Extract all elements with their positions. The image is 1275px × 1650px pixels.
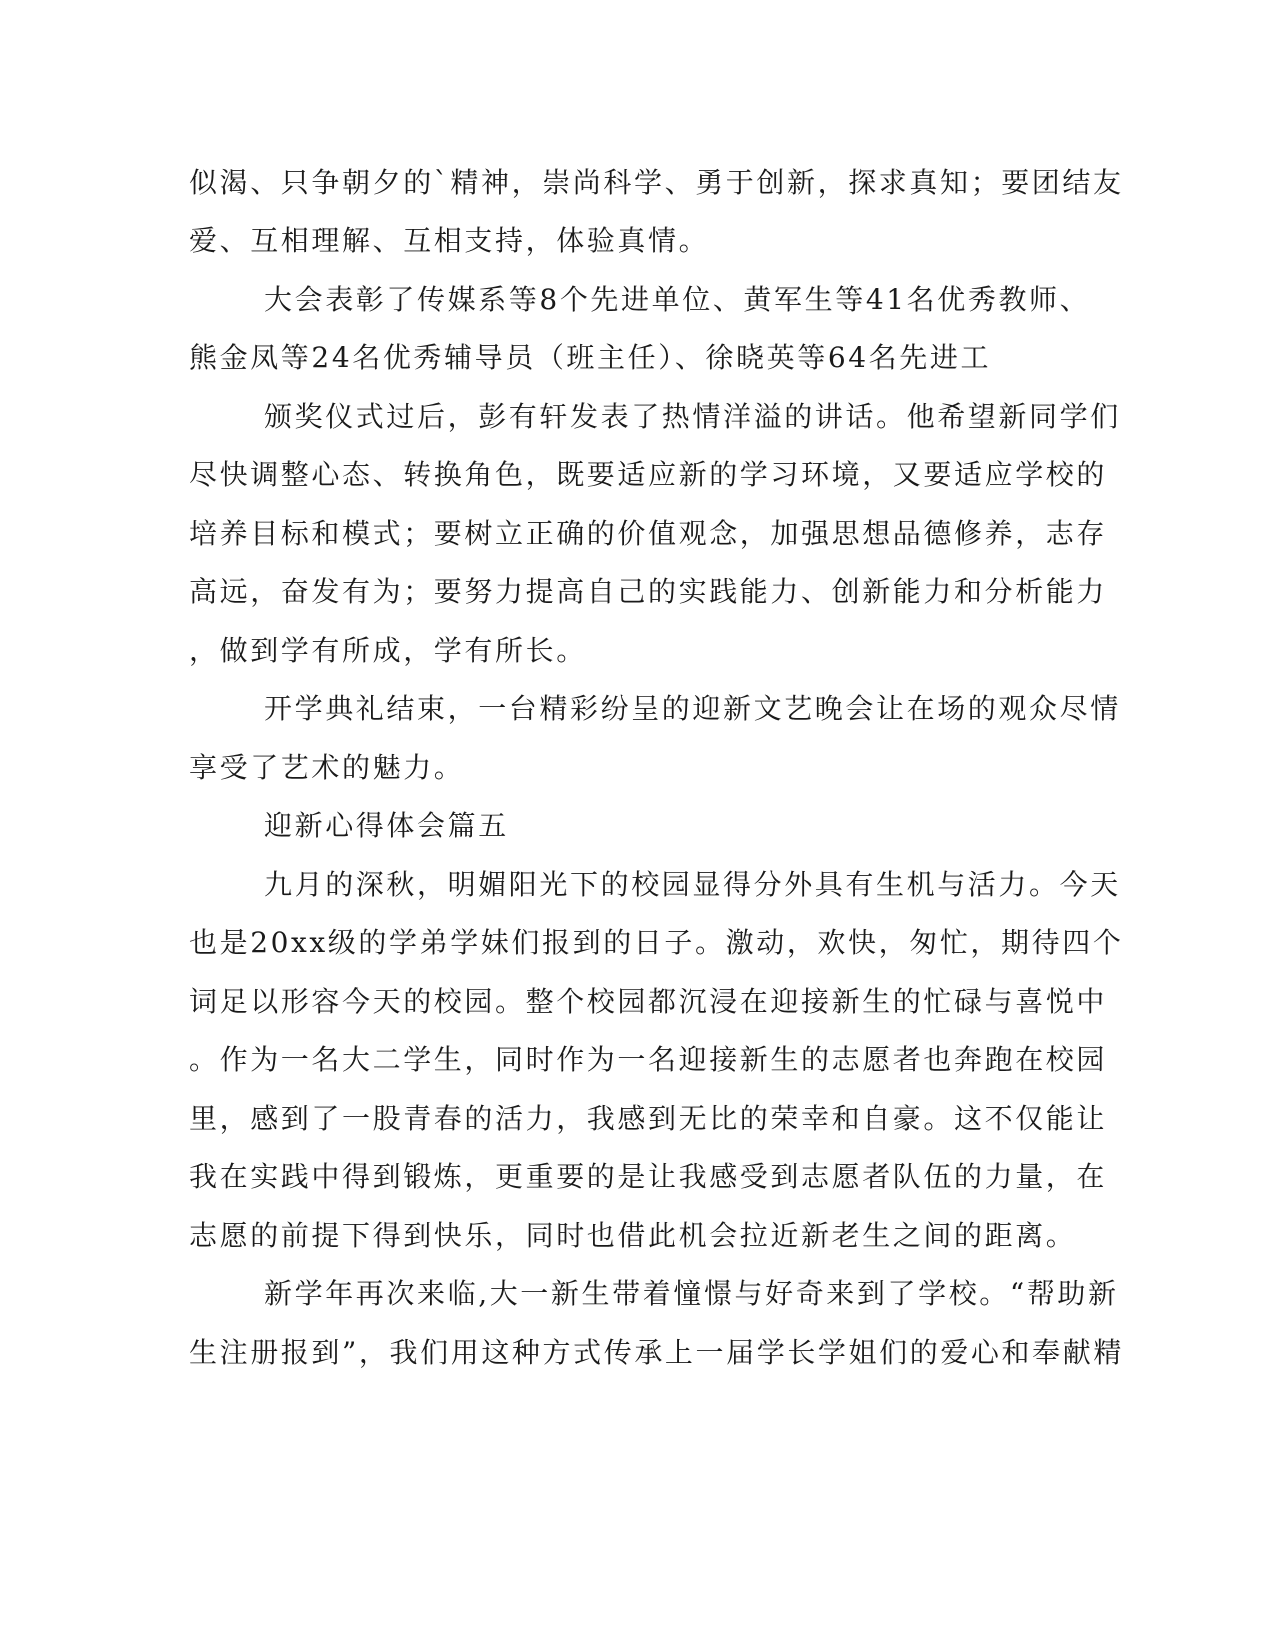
text-line: 新学年再次来临,大一新生带着憧憬与好奇来到了学校。“帮助新 — [264, 1277, 1119, 1310]
text-line: 颁奖仪式过后，彭有轩发表了热情洋溢的讲话。他希望新同学们 — [264, 400, 1121, 433]
text-line: ，做到学有所成，学有所长。 — [189, 634, 587, 667]
text-line: 熊金凤等24名优秀辅导员（班主任）、徐晓英等64名先进工 — [189, 341, 992, 374]
text-line: 尽快调整心态、转换角色，既要适应新的学习环境，又要适应学校的 — [189, 458, 1108, 491]
text-line: 九月的深秋，明媚阳光下的校园显得分外具有生机与活力。今天 — [264, 868, 1121, 901]
text-line: 享受了艺术的魅力。 — [189, 751, 465, 784]
section-heading: 迎新心得体会篇五 — [264, 809, 509, 842]
text-line: 里，感到了一股青春的活力，我感到无比的荣幸和自豪。这不仅能让 — [189, 1102, 1108, 1135]
text-line: 词足以形容今天的校园。整个校园都沉浸在迎接新生的忙碌与喜悦中 — [189, 985, 1108, 1018]
text-line: 生注册报到”，我们用这种方式传承上一届学长学姐们的爱心和奉献精 — [189, 1336, 1124, 1369]
text-line: 志愿的前提下得到快乐，同时也借此机会拉近新老生之间的距离。 — [189, 1219, 1077, 1252]
text-line: 爱、互相理解、互相支持，体验真情。 — [189, 224, 710, 257]
text-line: 我在实践中得到锻炼，更重要的是让我感受到志愿者队伍的力量，在 — [189, 1160, 1108, 1193]
text-line: 培养目标和模式；要树立正确的价值观念，加强思想品德修养，志存 — [189, 517, 1108, 550]
text-line: 大会表彰了传媒系等8个先进单位、黄军生等41名优秀教师、 — [264, 283, 1091, 316]
text-line: 开学典礼结束，一台精彩纷呈的迎新文艺晚会让在场的观众尽情 — [264, 692, 1121, 725]
text-line: 似渴、只争朝夕的`精神，崇尚科学、勇于创新，探求真知；要团结友 — [189, 166, 1124, 199]
text-line: 高远，奋发有为；要努力提高自己的实践能力、创新能力和分析能力 — [189, 575, 1108, 608]
text-line: 。作为一名大二学生，同时作为一名迎接新生的志愿者也奔跑在校园 — [189, 1043, 1108, 1076]
text-line: 也是20xx级的学弟学妹们报到的日子。激动，欢快，匆忙，期待四个 — [189, 926, 1124, 959]
